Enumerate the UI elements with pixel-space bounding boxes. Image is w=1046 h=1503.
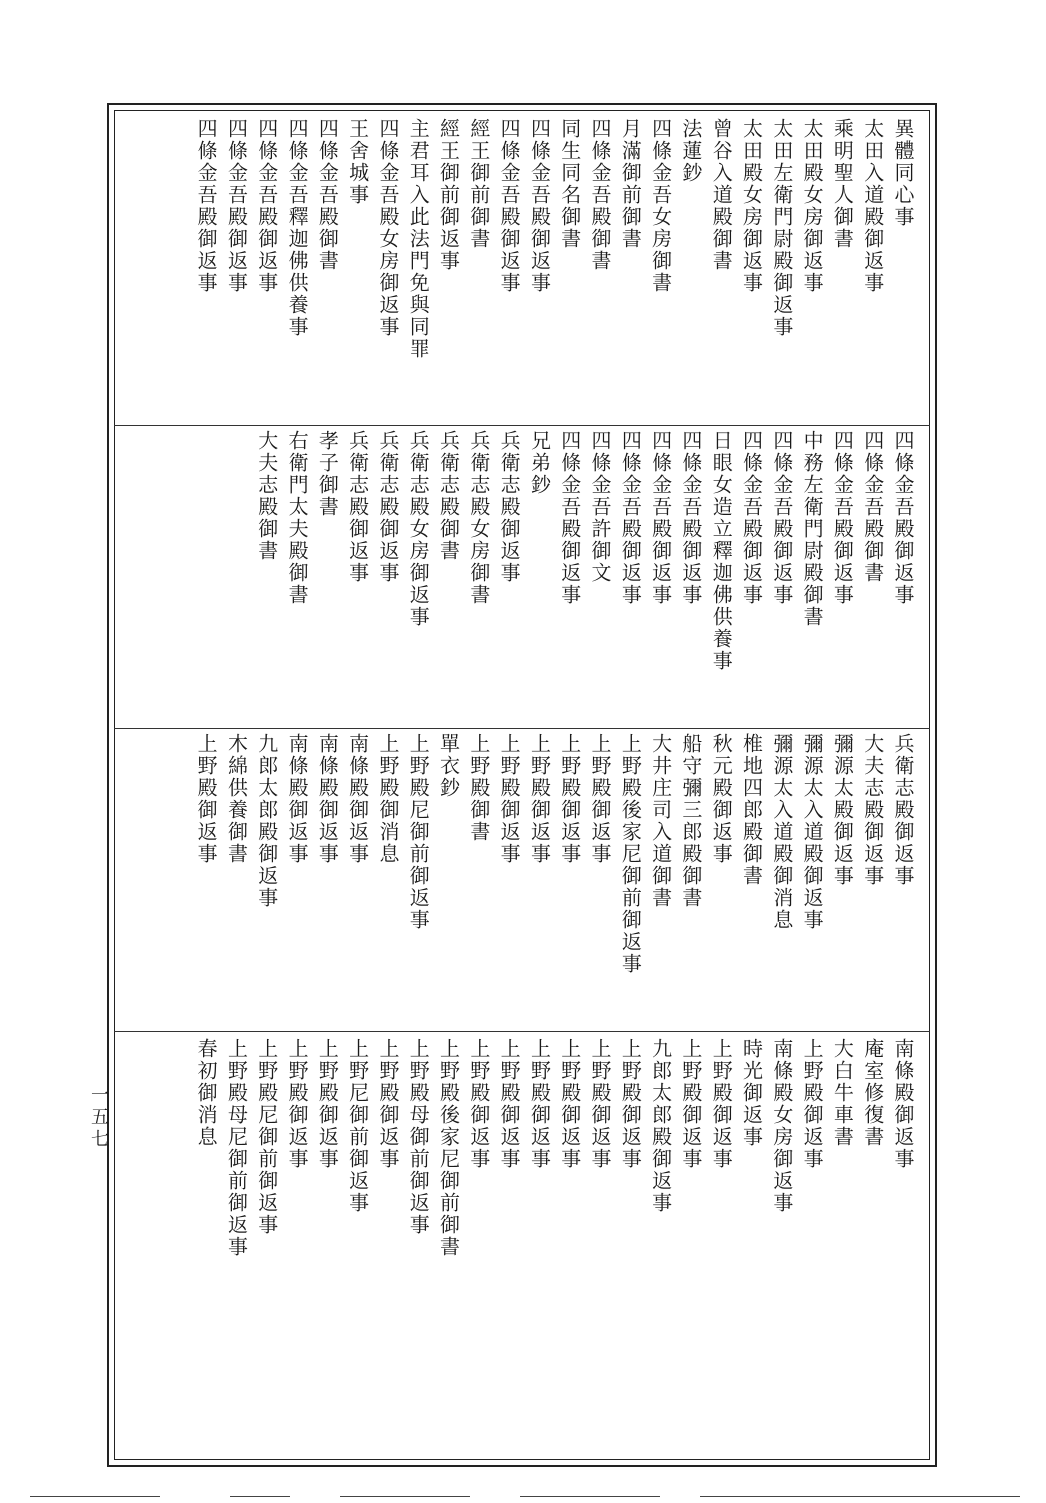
toc-entry: 上野殿尼御前御返事 (254, 1038, 279, 1236)
toc-entry: 月滿御前御書 (618, 118, 643, 250)
toc-entry: 上野殿御返事 (557, 733, 582, 865)
toc-entry: 異體同心事 (891, 118, 915, 228)
toc-entry: 南條殿御返事 (285, 733, 310, 865)
toc-entry: 上野殿御返事 (527, 1038, 552, 1170)
toc-entry: 上野殿御返事 (618, 1038, 643, 1170)
toc-entry: 上野殿尼御前御返事 (406, 733, 431, 931)
toc-entry: 四條金吾殿女房御返事 (375, 118, 400, 338)
toc-entry: 太田殿女房御返事 (739, 118, 764, 294)
tier-divider (114, 728, 930, 729)
toc-entry: 時光御返事 (739, 1038, 764, 1148)
toc-entry: 日眼女造立釋迦佛供養事 (709, 430, 734, 672)
toc-entry: 四條金吾許御文 (588, 430, 613, 584)
toc-entry: 兵衛志殿女房御書 (466, 430, 491, 606)
toc-entry: 四條金吾殿御返事 (891, 430, 915, 606)
footer-rule (700, 1496, 1020, 1497)
toc-entry: 上野殿後家尼御前御返事 (618, 733, 643, 975)
toc-entry: 春初御消息 (194, 1038, 219, 1148)
toc-entry: 四條金吾殿御返事 (557, 430, 582, 606)
toc-entry: 九郎太郎殿御返事 (254, 733, 279, 909)
toc-entry: 四條金吾殿御返事 (830, 430, 855, 606)
tier-1 (128, 118, 918, 418)
tier-divider (114, 425, 930, 426)
toc-entry: 兄弟鈔 (527, 430, 552, 496)
toc-entry: 南條殿御返事 (315, 733, 340, 865)
toc-entry: 經王御前御返事 (436, 118, 461, 272)
tier-divider (114, 1031, 930, 1032)
tier-3 (128, 733, 918, 1025)
tier-2 (128, 430, 918, 722)
toc-entry: 四條金吾殿御書 (860, 430, 885, 584)
toc-entry: 彌源太殿御返事 (830, 733, 855, 887)
toc-entry: 南條殿御返事 (345, 733, 370, 865)
toc-entry: 上野殿御返事 (588, 733, 613, 865)
toc-entry: 上野殿御返事 (285, 1038, 310, 1170)
toc-entry: 上野殿母御前御返事 (406, 1038, 431, 1236)
toc-entry: 太田左衛門尉殿御返事 (769, 118, 794, 338)
toc-entry: 四條金吾殿御返事 (527, 118, 552, 294)
toc-entry: 中務左衛門尉殿御書 (800, 430, 825, 628)
toc-entry: 四條金吾殿御返事 (497, 118, 522, 294)
toc-entry: 大井庄司入道御書 (648, 733, 673, 909)
toc-entry: 上野殿御返事 (497, 733, 522, 865)
toc-entry: 單衣鈔 (436, 733, 461, 799)
toc-entry: 大白牛車書 (830, 1038, 855, 1148)
toc-entry: 上野殿母尼御前御返事 (224, 1038, 249, 1258)
toc-entry: 四條金吾殿御返事 (224, 118, 249, 294)
toc-entry: 秋元殿御返事 (709, 733, 734, 865)
toc-entry: 上野尼御前御返事 (345, 1038, 370, 1214)
toc-entry: 彌源太入道殿御返事 (800, 733, 825, 931)
toc-entry: 四條金吾殿御返事 (648, 430, 673, 606)
toc-entry: 兵衛志殿御返事 (345, 430, 370, 584)
toc-entry: 上野殿御返事 (497, 1038, 522, 1170)
footer-rule (230, 1496, 290, 1497)
toc-entry: 上野殿後家尼御前御書 (436, 1038, 461, 1258)
toc-entry: 兵衛志殿御書 (436, 430, 461, 562)
toc-entry: 上野殿御返事 (375, 1038, 400, 1170)
footer-rule (340, 1496, 470, 1497)
toc-entry: 上野殿御返事 (557, 1038, 582, 1170)
toc-entry: 上野殿御消息 (375, 733, 400, 865)
toc-entry: 四條金吾殿御返事 (618, 430, 643, 606)
toc-entry: 彌源太入道殿御消息 (769, 733, 794, 931)
toc-entry: 上野殿御返事 (527, 733, 552, 865)
toc-entry: 主君耳入此法門免與同罪 (406, 118, 431, 360)
toc-entry: 四條金吾女房御書 (648, 118, 673, 294)
toc-entry: 大夫志殿御書 (254, 430, 279, 562)
toc-entry: 四條金吾殿御返事 (739, 430, 764, 606)
toc-entry: 乘明聖人御書 (830, 118, 855, 250)
toc-entry: 兵衛志殿御返事 (891, 733, 915, 887)
toc-entry: 上野殿御返事 (678, 1038, 703, 1170)
toc-entry: 太田殿女房御返事 (800, 118, 825, 294)
toc-entry: 四條金吾殿御書 (315, 118, 340, 272)
toc-entry: 上野殿御返事 (800, 1038, 825, 1170)
toc-entry: 大夫志殿御返事 (860, 733, 885, 887)
footer-rule (30, 1496, 160, 1497)
toc-entry: 孝子御書 (315, 430, 340, 518)
toc-entry: 王舍城事 (345, 118, 370, 206)
toc-entry: 法蓮鈔 (678, 118, 703, 184)
toc-entry: 南條殿御返事 (891, 1038, 915, 1170)
toc-entry: 四條金吾殿御返事 (769, 430, 794, 606)
toc-entry: 兵衛志殿女房御返事 (406, 430, 431, 628)
toc-entry: 九郎太郎殿御返事 (648, 1038, 673, 1214)
toc-entry: 太田入道殿御返事 (860, 118, 885, 294)
toc-entry: 上野殿御書 (466, 733, 491, 843)
toc-entry: 木綿供養御書 (224, 733, 249, 865)
toc-entry: 椎地四郎殿御書 (739, 733, 764, 887)
toc-entry: 同生同名御書 (557, 118, 582, 250)
toc-entry: 四條金吾殿御返事 (678, 430, 703, 606)
toc-entry: 南條殿女房御返事 (769, 1038, 794, 1214)
toc-entry: 上野殿御返事 (315, 1038, 340, 1170)
toc-entry: 上野殿御返事 (709, 1038, 734, 1170)
footer-rule (520, 1496, 660, 1497)
tier-4 (128, 1038, 918, 1448)
toc-entry: 船守彌三郎殿御書 (678, 733, 703, 909)
toc-entry: 四條金吾釋迦佛供養事 (285, 118, 310, 338)
toc-entry: 庵室修復書 (860, 1038, 885, 1148)
toc-entry: 四條金吾殿御返事 (194, 118, 219, 294)
toc-entry: 曾谷入道殿御書 (709, 118, 734, 272)
toc-entry: 上野殿御返事 (194, 733, 219, 865)
toc-entry: 上野殿御返事 (466, 1038, 491, 1170)
toc-entry: 上野殿御返事 (588, 1038, 613, 1170)
toc-entry: 兵衛志殿御返事 (375, 430, 400, 584)
page-number: 一五七 (88, 1085, 109, 1151)
toc-entry: 四條金吾殿御返事 (254, 118, 279, 294)
toc-entry: 兵衛志殿御返事 (497, 430, 522, 584)
toc-entry: 右衛門太夫殿御書 (285, 430, 310, 606)
toc-entry: 四條金吾殿御書 (588, 118, 613, 272)
toc-entry: 經王御前御書 (466, 118, 491, 250)
